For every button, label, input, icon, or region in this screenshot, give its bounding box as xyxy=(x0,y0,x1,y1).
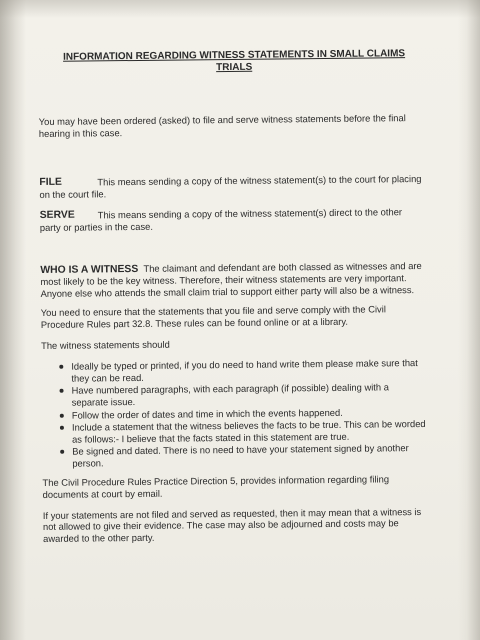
list-item-text: Have numbered paragraphs, with each paragraph (if possible) dealing with a separate issue. xyxy=(71,381,389,408)
bullet-icon xyxy=(59,365,63,369)
list-item xyxy=(59,357,425,384)
rules-paragraph: You need to ensure that the statements that you file and serve comply with the Civil Procedure Rules part 32.8. These rules can be found online or at a library. xyxy=(40,303,386,330)
list-item-text: Include a statement that the witness believes the facts to be true. This can be worded as follows:- I believe that the facts stated in this statement are true. xyxy=(71,418,426,445)
bullet-icon xyxy=(60,426,64,430)
witness-paragraph xyxy=(40,260,424,300)
definition-file xyxy=(39,173,423,200)
witness-heading: WHO IS A WITNESS xyxy=(40,263,139,276)
bullet-icon xyxy=(60,413,64,417)
requirements-list xyxy=(41,357,426,469)
list-item-text: Be signed and dated. There is no need to have your statement signed by another person. xyxy=(72,442,409,469)
title-line-2: TRIALS xyxy=(216,61,253,74)
bullet-icon xyxy=(60,450,64,454)
bullet-icon xyxy=(60,389,64,393)
definition-text-serve: This means sending a copy of the witness statement(s) direct to the other party or parties in the case. xyxy=(39,206,403,233)
practice-direction-paragraph: The Civil Procedure Rules Practice Direction 5, provides information regarding filing documents at court by email. xyxy=(42,473,390,501)
witness-text: The claimant and defendant are both classed as witnesses and are most likely to be the key witness. Therefore, their witness statements are very important. Anyone else who attends the small claim trial to support either party will also be a witness. xyxy=(40,259,422,299)
list-item xyxy=(59,381,425,408)
document-content xyxy=(38,48,427,544)
closing-paragraph: If your statements are not filed and served as requested, then it may mean that a witness is not allowed to give their evidence. The case may also be adjourned and costs may be awarded to the other party. xyxy=(42,505,422,544)
document-title xyxy=(46,48,422,76)
definition-serve xyxy=(40,206,424,233)
title-line-1: INFORMATION REGARDING WITNESS STATEMENTS IN SMALL CLAIMS xyxy=(62,48,406,63)
list-item xyxy=(60,442,426,469)
definition-text-file: This means sending a copy of the witness statement(s) to the court for placing on the court file. xyxy=(39,173,422,200)
page-shadow-right xyxy=(458,0,480,640)
page-shadow-top xyxy=(0,0,480,18)
list-item-text: Ideally be typed or printed, if you do need to hand write them please make sure that they can be read. xyxy=(71,357,418,384)
intro-paragraph: You may have been ordered (asked) to file and serve witness statements before the final hearing in this case. xyxy=(38,112,406,139)
list-item-text: Follow the order of dates and time in which the events happened. xyxy=(71,406,343,421)
page-shadow-left xyxy=(0,0,26,640)
should-intro: The witness statements should xyxy=(41,338,170,351)
list-item xyxy=(60,418,426,445)
